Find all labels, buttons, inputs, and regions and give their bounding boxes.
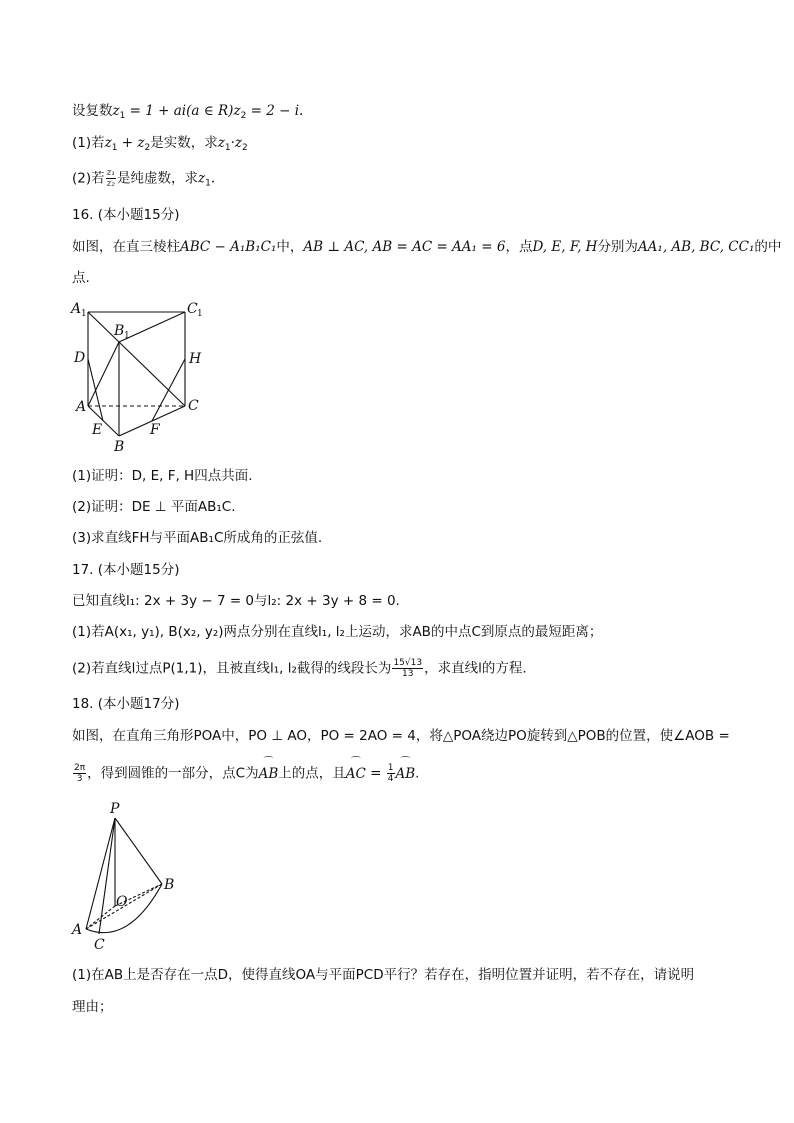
- prism-figure: [68, 296, 218, 456]
- q16-stem: [72, 237, 781, 257]
- label-b: B: [114, 439, 125, 455]
- sub: 1: [224, 143, 231, 153]
- q18-part1: (1)在AB上是否存在一点D，使得直线OA与平面PCD平行？若存在，指明位置并证明，若不存在，请说明: [72, 967, 695, 983]
- q17-header: 17. (本小题15分): [72, 562, 180, 578]
- label-b: B: [164, 877, 175, 893]
- math: D, E, F, H: [532, 239, 598, 255]
- label-p: P: [110, 801, 120, 817]
- sub: 1: [111, 143, 118, 153]
- q15-part1: [72, 133, 248, 158]
- math: + z: [117, 135, 145, 151]
- sub: 1: [119, 111, 126, 121]
- sub: 1: [205, 178, 211, 189]
- denominator: 4: [387, 774, 394, 784]
- arc-ac: ⌒ AC: [346, 764, 366, 784]
- arc-ab: ⌒ AB: [259, 764, 279, 784]
- q18-stem-line2: [72, 763, 419, 784]
- sub: 2: [240, 111, 247, 121]
- label-e: E: [92, 422, 103, 438]
- math: = 1 +: [125, 103, 174, 119]
- q16-part1: (1)证明：D, E, F, H四点共面.: [72, 468, 253, 484]
- q18-stem: 如图，在直角三角形POA中，PO ⊥ AO，PO = 2AO = 4，将△POA绕边PO旋转到△POB的位置，使∠AOB =: [72, 728, 730, 744]
- text: ，得到圆锥的一部分，点C为: [87, 765, 259, 782]
- math: z: [197, 170, 206, 187]
- label-d: D: [74, 350, 86, 366]
- math: z: [104, 135, 112, 151]
- numerator: 15√13: [393, 658, 423, 668]
- math: (a ∈ R): [186, 103, 234, 119]
- math: =: [365, 765, 386, 782]
- text: 如图，在直三棱柱: [72, 239, 180, 255]
- text: ，求直线l的方程.: [424, 660, 527, 677]
- q16-part2: (2)证明：DE ⊥ 平面AB₁C.: [72, 499, 236, 515]
- text: 是实数，求: [150, 135, 218, 151]
- edge-pb: [115, 818, 162, 884]
- q16-part3: (3)求直线FH与平面AB₁C所成角的正弦值.: [72, 530, 323, 546]
- seg-hf: [152, 359, 185, 421]
- arc-ab: ⌒ AB: [396, 764, 416, 784]
- text: .: [415, 765, 420, 782]
- text: 设复数: [72, 103, 113, 119]
- sub: 2: [242, 143, 248, 153]
- text: (1)若: [72, 135, 105, 151]
- label-o: O: [116, 894, 128, 910]
- math: .: [210, 170, 216, 187]
- q17-stem: 已知直线l₁: 2x + 3y − 7 = 0与l₂: 2x + 3y + 8 = 0.: [72, 593, 400, 609]
- label-c: C: [188, 398, 199, 414]
- label-a1: A: [71, 301, 82, 317]
- fraction: [73, 763, 86, 784]
- seg-de: [88, 359, 103, 421]
- q18-header: 18. (本小题17分): [72, 696, 180, 712]
- q15-stem: [72, 101, 303, 126]
- cone-figure: [68, 796, 188, 956]
- denominator: 3: [76, 774, 83, 784]
- sub: 2: [144, 143, 151, 153]
- denominator: 13: [402, 669, 414, 679]
- math: z: [217, 135, 225, 151]
- fraction: $\frac{\text{z₁}}{\text{z₂}}$: [106, 168, 115, 189]
- edge-pa: [86, 818, 115, 929]
- math: z: [112, 103, 120, 119]
- numerator: 2π: [74, 763, 86, 773]
- label-sub: 1: [124, 331, 130, 341]
- q17-part2: [72, 658, 527, 679]
- label-c: C: [94, 937, 105, 953]
- label-f: F: [150, 422, 160, 438]
- label-a: A: [72, 922, 83, 938]
- text: 上的点，且: [278, 765, 346, 782]
- label-c1: C: [187, 301, 198, 317]
- q17-part1: (1)若A(x₁, y₁), B(x₂, y₂)两点分别在直线l₁, l₂上运动，求AB的中点C到原点的最短距离；: [72, 624, 603, 640]
- label-sub: 1: [197, 309, 203, 319]
- math: ABC − A₁B₁C₁: [180, 239, 277, 255]
- math: AB ⊥ AC, AB = AC = AA₁ = 6: [303, 239, 506, 255]
- label-h: H: [189, 351, 202, 367]
- label-sub: 1: [81, 309, 87, 319]
- numerator: 1: [387, 763, 394, 773]
- math: z: [233, 103, 241, 119]
- text: (2)若直线l过点P(1,1)，且被直线l₁, l₂截得的线段长为: [72, 660, 392, 677]
- q16-stem-line2: 点.: [72, 270, 90, 286]
- label-b1: B: [114, 323, 125, 339]
- seg-ab1: [88, 342, 119, 406]
- math: = 2 − i.: [246, 103, 304, 119]
- fraction: [392, 658, 423, 679]
- text: 是纯虚数，求: [116, 170, 198, 187]
- text: 中，: [276, 239, 304, 255]
- label-a: A: [76, 399, 87, 415]
- math: ai: [173, 103, 187, 119]
- seg-b1c: [119, 342, 185, 406]
- q15-part2: [72, 168, 215, 194]
- text: 分别为: [597, 239, 638, 255]
- q16-header: 16. (本小题15分): [72, 207, 180, 223]
- text: (2)若: [72, 170, 105, 187]
- text: ，点: [505, 239, 533, 255]
- fraction: [387, 763, 395, 784]
- math: ·z: [230, 135, 242, 151]
- q18-part1-line2: 理由；: [72, 999, 113, 1015]
- math: AA₁, AB, BC, CC₁: [637, 239, 755, 255]
- text: 的中: [754, 239, 782, 255]
